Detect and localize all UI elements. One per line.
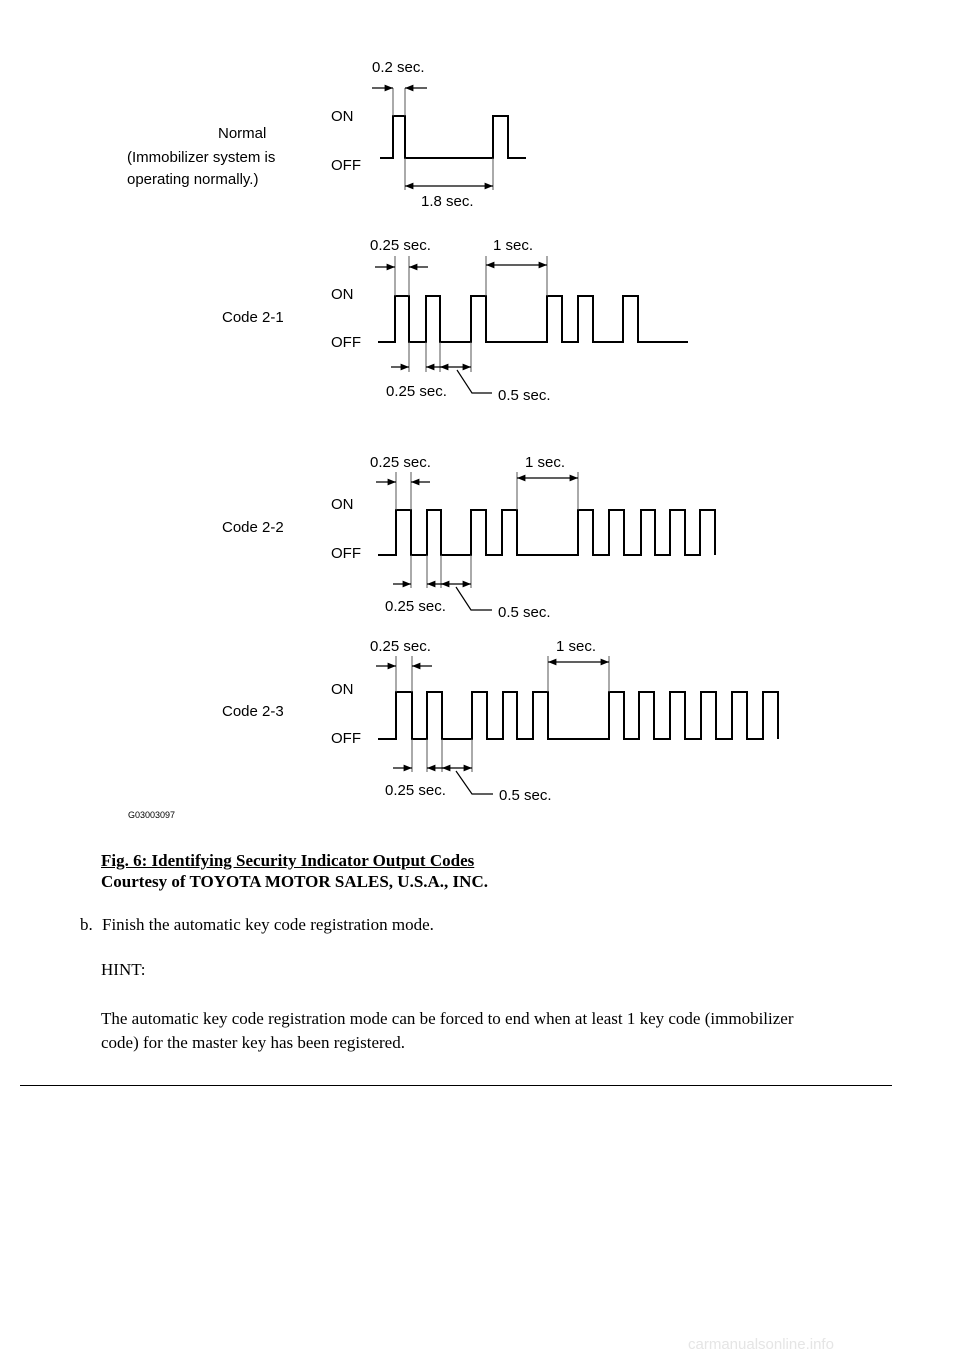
code-2-3-on-label: ON (331, 681, 354, 698)
code-2-2-dim-top-0.25: 0.25 sec. (370, 454, 431, 471)
code-2-3-label: Code 2-3 (222, 703, 284, 720)
code-2-2-dim-1sec: 1 sec. (525, 454, 566, 471)
figure-caption (101, 850, 488, 892)
code-2-1-waveform (378, 296, 688, 342)
code-2-3-dim-1sec: 1 sec. (556, 638, 597, 655)
code-2-2-off-label: OFF (331, 545, 361, 562)
code-2-2-on-label: ON (331, 496, 354, 513)
normal-waveform (380, 116, 526, 158)
normal-off-label: OFF (331, 157, 361, 174)
normal-on-label: ON (331, 108, 354, 125)
code-2-1-dim-bottom-0.25: 0.25 sec. (386, 383, 447, 400)
figure-title: Fig. 6: Identifying Security Indicator Output Codes (101, 851, 475, 870)
figure-courtesy: Courtesy of TOYOTA MOTOR SALES, U.S.A., INC. (101, 872, 488, 891)
normal-section (127, 59, 526, 210)
code-2-1-section (222, 237, 688, 404)
code-2-1-off-label: OFF (331, 334, 361, 351)
hint-text: The automatic key code registration mode can be forced to end when at least 1 key code (immobilizer code) for the master key has been registered. (101, 1009, 794, 1052)
normal-label-line-1: Normal (218, 125, 267, 142)
code-2-1-dim-1sec: 1 sec. (493, 237, 534, 254)
figure-id: G03003097 (128, 810, 176, 820)
code-2-1-on-label: ON (331, 286, 354, 303)
code-2-3-dim-0.5: 0.5 sec. (499, 787, 552, 804)
code-2-3-dim-bottom-0.25: 0.25 sec. (385, 782, 446, 799)
hint-label: HINT: (101, 960, 146, 979)
code-2-3-dim-top-0.25: 0.25 sec. (370, 638, 431, 655)
code-2-1-dim-top-0.25: 0.25 sec. (370, 237, 431, 254)
watermark: carmanualsonline.info (688, 1336, 834, 1353)
normal-label-line-3: operating normally.) (127, 171, 259, 188)
code-2-3-section (222, 638, 778, 804)
code-2-2-section (222, 454, 715, 621)
normal-dim-1.8: 1.8 sec. (421, 193, 474, 210)
divider-rule (20, 1085, 892, 1086)
code-2-2-dim-0.5: 0.5 sec. (498, 604, 551, 621)
code-2-3-off-label: OFF (331, 730, 361, 747)
normal-label-line-2: (Immobilizer system is (127, 149, 276, 166)
code-2-2-dim-bottom-0.25: 0.25 sec. (385, 598, 446, 615)
code-2-2-label: Code 2-2 (222, 519, 284, 536)
code-2-3-waveform (378, 692, 778, 739)
step-text: Finish the automatic key code registration mode. (102, 915, 434, 934)
code-2-2-waveform (378, 510, 715, 555)
procedure-step-b (80, 915, 434, 935)
code-2-1-label: Code 2-1 (222, 309, 284, 326)
normal-dim-0.2: 0.2 sec. (372, 59, 425, 76)
step-marker: b. (80, 915, 93, 934)
code-2-1-dim-0.5: 0.5 sec. (498, 387, 551, 404)
